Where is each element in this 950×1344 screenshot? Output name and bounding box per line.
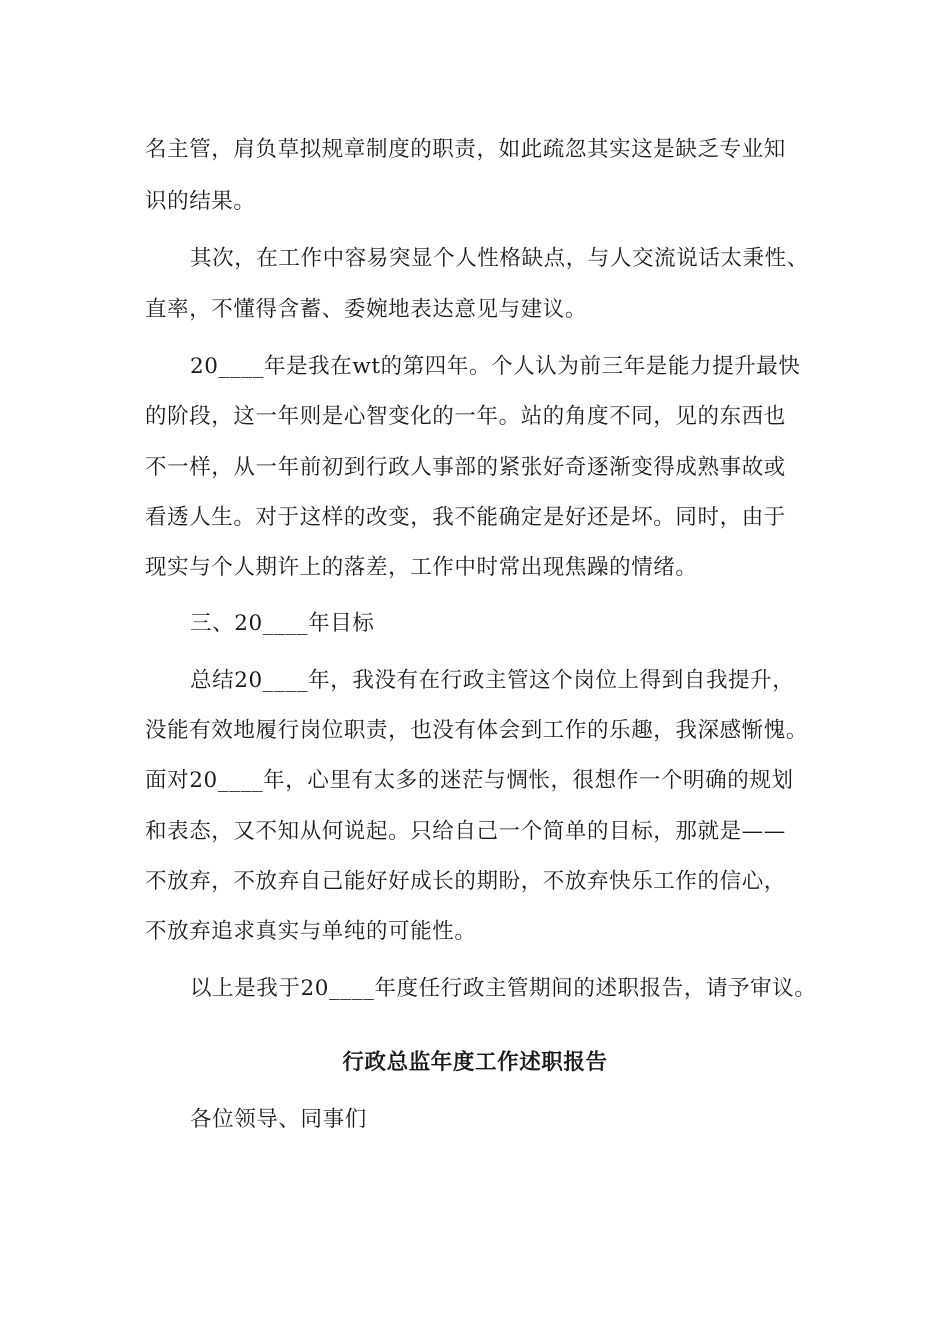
paragraph-line: 和表态，又不知从何说起。只给自己一个简单的目标，那就是—— bbox=[145, 819, 786, 844]
paragraph-line: 其次，在工作中容易突显个人性格缺点，与人交流说话太秉性、 bbox=[190, 246, 809, 271]
paragraph-line: 20____年是我在wt的第四年。个人认为前三年是能力提升最快 bbox=[190, 354, 801, 379]
paragraph-line: 总结20____年，我没有在行政主管这个岗位上得到自我提升， bbox=[190, 668, 795, 693]
paragraph-line: 的阶段，这一年则是心智变化的一年。站的角度不同，见的东西也 bbox=[145, 404, 786, 429]
document-title: 行政总监年度工作述职报告 bbox=[342, 1050, 608, 1075]
paragraph-line: 以上是我于20____年度任行政主管期间的述职报告，请予审议。 bbox=[190, 976, 817, 1001]
paragraph-line: 不放弃，不放弃自己能好好成长的期盼，不放弃快乐工作的信心， bbox=[145, 869, 786, 894]
section-heading: 三、20____年目标 bbox=[190, 611, 375, 636]
paragraph-line: 直率，不懂得含蓄、委婉地表达意见与建议。 bbox=[145, 297, 588, 322]
paragraph-line: 现实与个人期许上的落差，工作中时常出现焦躁的情绪。 bbox=[145, 555, 698, 580]
paragraph-line: 不一样，从一年前初到行政人事部的紧张好奇逐渐变得成熟事故或 bbox=[145, 455, 786, 480]
paragraph-line: 名主管，肩负草拟规章制度的职责，如此疏忽其实这是缺乏专业知 bbox=[145, 137, 786, 162]
paragraph-line: 识的结果。 bbox=[145, 189, 256, 214]
salutation: 各位领导、同事们 bbox=[190, 1107, 367, 1132]
paragraph-line: 不放弃追求真实与单纯的可能性。 bbox=[145, 919, 477, 944]
paragraph-line: 没能有效地履行岗位职责，也没有体会到工作的乐趣，我深感惭愧。 bbox=[145, 718, 809, 743]
paragraph-line: 面对20____年，心里有太多的迷茫与惆怅，很想作一个明确的规划 bbox=[145, 768, 794, 793]
paragraph-line: 看透人生。对于这样的改变，我不能确定是好还是坏。同时，由于 bbox=[145, 505, 786, 530]
